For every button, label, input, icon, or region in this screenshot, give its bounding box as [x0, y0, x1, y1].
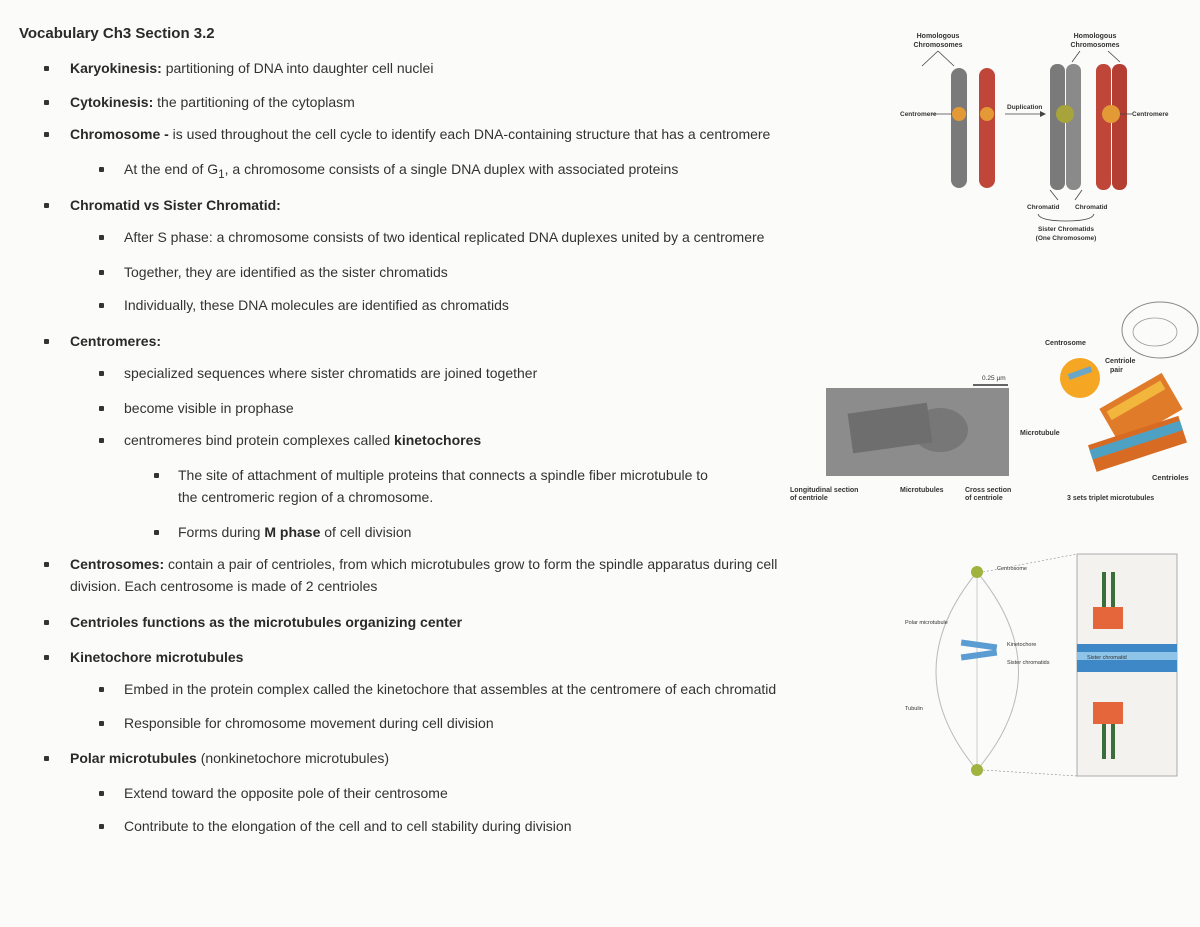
list-item: Embed in the protein complex called the kinetochore that assembles at the centromere of each chromatid: [124, 678, 776, 700]
bullet-icon: [99, 235, 104, 240]
sister-chromatids-label: Sister Chromatids: [1038, 226, 1094, 233]
bullet-icon: [44, 562, 49, 567]
centrosome-label: Centrosome: [997, 566, 1027, 572]
list-item: Together, they are identified as the sister chromatids: [124, 261, 448, 283]
list-item: Chromosome - is used throughout the cell cycle to identify each DNA-containing structure that has a centromere: [70, 123, 770, 145]
bullet-icon: [44, 756, 49, 761]
bullet-icon: [99, 824, 104, 829]
bullet-icon: [99, 371, 104, 376]
list-item: centromeres bind protein complexes called kinetochores: [124, 429, 481, 451]
list-item: become visible in prophase: [124, 397, 294, 419]
one-chromosome-label: (One Chromosome): [1035, 235, 1097, 242]
cross-section-label-2: of centriole: [965, 495, 1003, 502]
list-item: Centromeres:: [70, 330, 161, 352]
list-item: Responsible for chromosome movement during cell division: [124, 712, 494, 734]
polar-microtubule-label: Polar microtubule: [905, 620, 948, 626]
duplication-label: Duplication: [1007, 104, 1043, 111]
list-item: Polar microtubules (nonkinetochore microtubules): [70, 747, 389, 769]
sister-chromatid-band-label: Sister chromatid: [1087, 655, 1127, 661]
centrosome-label: Centrosome: [1045, 340, 1086, 347]
centriole-pair-label-2: pair: [1110, 367, 1123, 374]
centrioles-label: Centrioles: [1152, 473, 1189, 482]
centriole-pair-label: Centriole: [1105, 358, 1136, 365]
mitotic-spindle-figure: [905, 552, 1195, 807]
bullet-icon: [99, 270, 104, 275]
bullet-icon: [99, 687, 104, 692]
list-item: specialized sequences where sister chromatids are joined together: [124, 362, 537, 384]
list-item: Centrioles functions as the microtubules organizing center: [70, 611, 462, 633]
bullet-icon: [99, 438, 104, 443]
bullet-icon: [99, 791, 104, 796]
bullet-icon: [44, 620, 49, 625]
chromatid-label-a: Chromatid: [1027, 204, 1060, 211]
centrosome-blob: [1060, 358, 1100, 398]
list-item: Cytokinesis: the partitioning of the cytoplasm: [70, 91, 355, 113]
list-item: The site of attachment of multiple proteins that connects a spindle fiber microtubule to the centromeric region of a chromosome.: [178, 464, 708, 508]
bullet-icon: [44, 100, 49, 105]
list-item: Contribute to the elongation of the cell and to cell stability during division: [124, 815, 572, 837]
microtubules-label: Microtubules: [900, 487, 944, 494]
bullet-icon: [44, 66, 49, 71]
chromatid-label-b: Chromatid: [1075, 204, 1108, 211]
longitudinal-label-1: Longitudinal section: [790, 487, 859, 494]
chromosomes-label-left: Chromosomes: [913, 42, 963, 49]
bullet-icon: [154, 530, 159, 535]
homologous-label-left: Homologous: [916, 33, 960, 40]
scale-label: 0.25 µm: [982, 375, 1006, 382]
list-item: After S phase: a chromosome consists of two identical replicated DNA duplexes united by a centromere: [124, 226, 764, 248]
chromosome-gray: [951, 68, 967, 188]
bullet-icon: [44, 655, 49, 660]
centrosome-bottom: [971, 764, 983, 776]
centrosome-figure: [790, 290, 1200, 520]
homologous-label-right: Homologous: [1073, 33, 1117, 40]
kinetochore-label: Kinetochore: [1007, 642, 1037, 648]
centromere-label-right: Centromere: [1132, 111, 1169, 118]
bullet-icon: [44, 132, 49, 137]
bullet-icon: [44, 339, 49, 344]
list-item: Extend toward the opposite pole of their centrosome: [124, 782, 448, 804]
list-item: Karyokinesis: partitioning of DNA into daughter cell nuclei: [70, 57, 433, 79]
list-item: Centrosomes: contain a pair of centrioles, from which microtubules grow to form the spindle apparatus during cell division. Each centrosome is made of 2 centrioles: [70, 553, 777, 597]
microtubule-label: Microtubule: [1020, 430, 1060, 437]
centromere-label-left: Centromere: [900, 111, 937, 118]
list-item: Individually, these DNA molecules are identified as chromatids: [124, 294, 509, 316]
centrosome-top: [971, 566, 983, 578]
sister-chromatids-label: Sister chromatids: [1007, 660, 1050, 666]
tubulin-label: Tubulin: [905, 706, 923, 712]
chromosome-duplication-figure: [870, 28, 1200, 268]
chromosome-red: [979, 68, 995, 188]
list-item: Chromatid vs Sister Chromatid:: [70, 194, 281, 216]
cross-section-label-1: Cross section: [965, 487, 1012, 494]
chromosomes-label-right: Chromosomes: [1070, 42, 1120, 49]
bullet-icon: [99, 167, 104, 172]
list-item: At the end of $G_1$, a chromosome consists of a single DNA duplex with associated proteins: [124, 158, 678, 186]
bullet-icon: [99, 303, 104, 308]
bullet-icon: [154, 473, 159, 478]
page-title: Vocabulary Ch3 Section 3.2: [19, 25, 215, 42]
bullet-icon: [44, 203, 49, 208]
bullet-icon: [99, 406, 104, 411]
longitudinal-label-2: of centriole: [790, 495, 828, 502]
list-item: Forms during M phase of cell division: [178, 521, 411, 543]
sister-chromatids: [961, 640, 997, 651]
bullet-icon: [99, 721, 104, 726]
triplet-label: 3 sets triplet microtubules: [1067, 495, 1155, 502]
list-item: Kinetochore microtubules: [70, 646, 243, 668]
